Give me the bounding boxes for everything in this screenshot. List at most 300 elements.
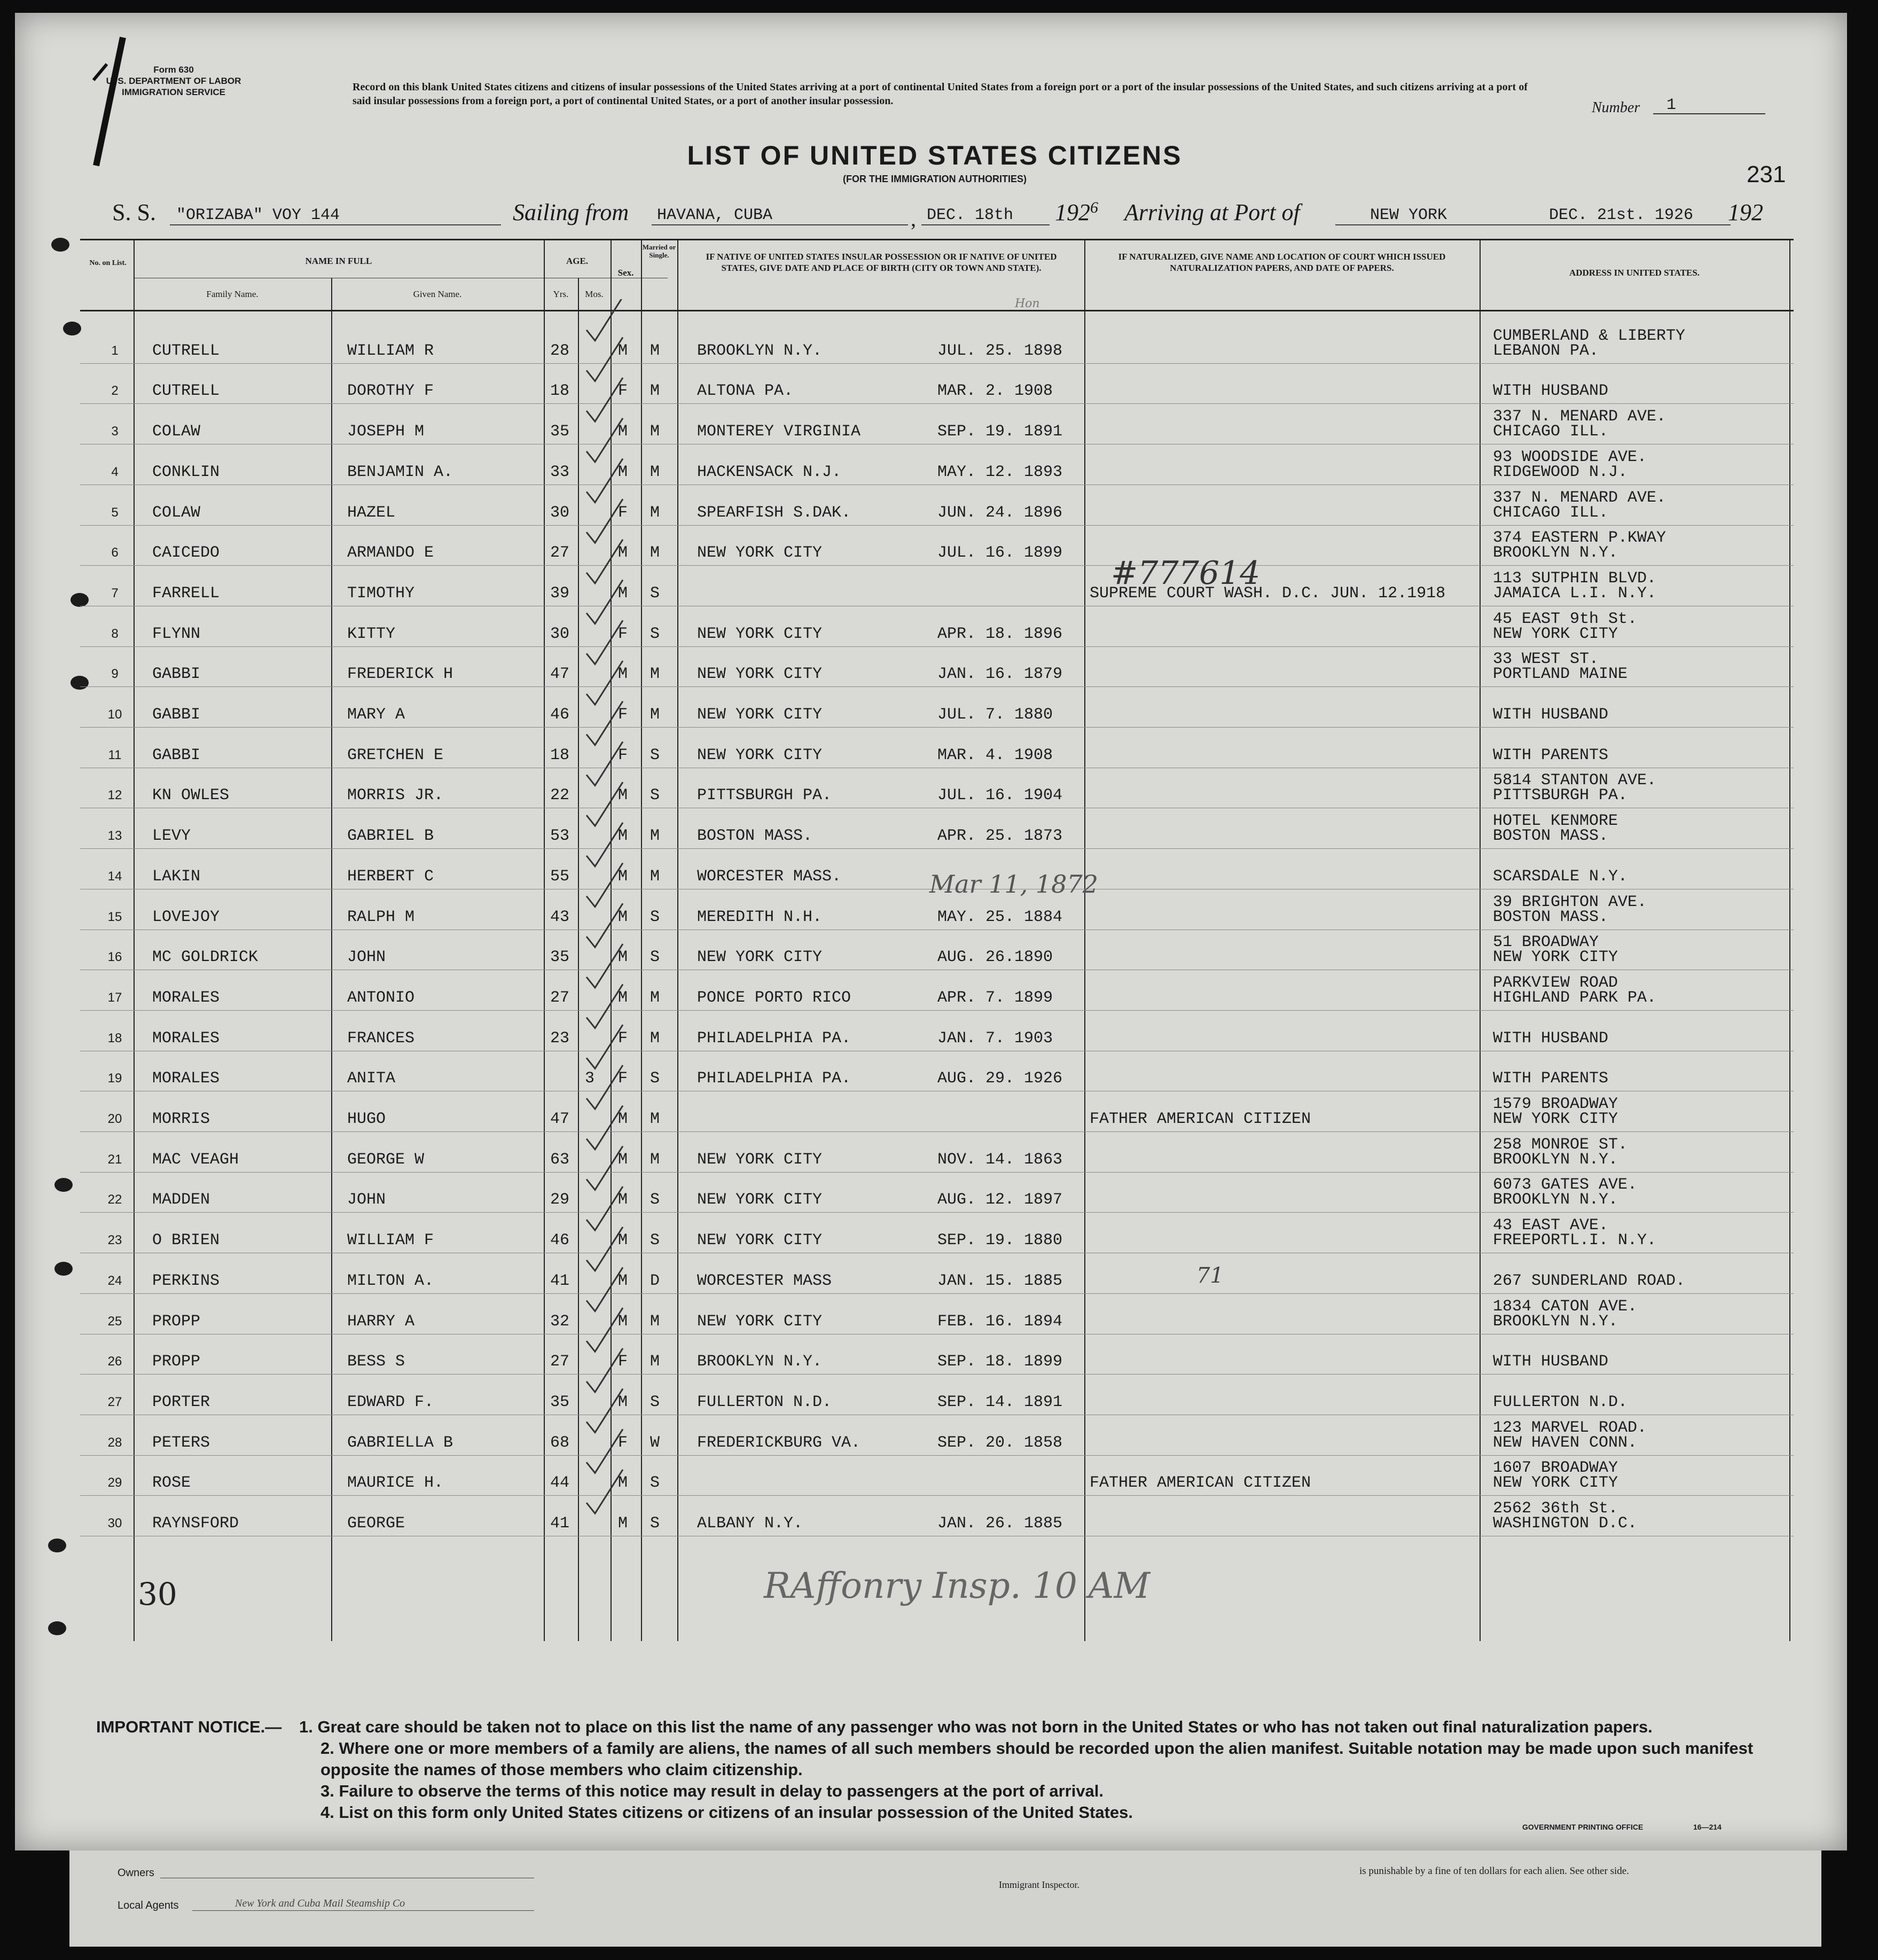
cell-date: AUG. 29. 1926: [937, 1069, 1063, 1088]
cell-given: JOHN: [347, 1191, 386, 1209]
cell-yrs: 68: [550, 1433, 570, 1452]
cell-place: NEW YORK CITY: [697, 1312, 823, 1331]
check-mark: [586, 337, 623, 381]
cell-sex: M: [618, 341, 628, 360]
cell-address-line2: BOSTON MASS.: [1493, 827, 1609, 846]
cell-yrs: 43: [550, 908, 570, 926]
cell-given: WILLIAM R: [347, 341, 434, 360]
cell-yrs: 32: [550, 1312, 570, 1331]
cell-address-line2: NEW YORK CITY: [1493, 948, 1618, 967]
cell-given: ANTONIO: [347, 988, 415, 1007]
check-mark: [586, 1389, 623, 1433]
cell-address-line2: PITTSBURGH PA.: [1493, 786, 1628, 805]
cell-date: MAR. 2. 1908: [937, 382, 1053, 401]
cell-place: NEW YORK CITY: [697, 665, 823, 684]
row-rule: [80, 1455, 1794, 1456]
check-mark: [586, 823, 623, 866]
cell-date: FEB. 16. 1894: [937, 1312, 1063, 1331]
check-mark: [586, 741, 623, 785]
cell-family: PROPP: [152, 1353, 201, 1371]
department: U. S. DEPARTMENT OF LABOR: [106, 76, 241, 86]
cell-no: 30: [107, 1516, 122, 1530]
cell-date: AUG. 12. 1897: [937, 1191, 1063, 1209]
col-line: [1084, 239, 1085, 1641]
cell-address-line1: WITH HUSBAND: [1493, 1029, 1609, 1048]
cell-address-line2: NEW YORK CITY: [1493, 1110, 1618, 1128]
cell-address-line1: 258 MONROE ST.: [1493, 1135, 1628, 1154]
cell-yrs: 39: [550, 584, 570, 603]
cell-yrs: 18: [550, 746, 570, 764]
check-mark: [586, 378, 623, 421]
number-label: Number: [1592, 99, 1640, 116]
cell-family: KN OWLES: [152, 786, 230, 805]
cell-sex: F: [618, 624, 628, 643]
cell-date: APR. 25. 1873: [937, 827, 1063, 846]
cell-yrs: 63: [550, 1150, 570, 1169]
cell-address-line1: WITH HUSBAND: [1493, 382, 1609, 401]
row-rule: [80, 848, 1794, 849]
cell-place: BROOKLYN N.Y.: [697, 341, 823, 360]
col-header-yrs: Yrs.: [553, 289, 569, 299]
punch-hole: [48, 1539, 66, 1552]
fine-note: is punishable by a fine of ten dollars for each alien. See other side.: [1359, 1865, 1629, 1877]
cell-no: 6: [111, 545, 119, 560]
cell-no: 25: [107, 1314, 122, 1329]
cell-no: 18: [107, 1030, 122, 1045]
notice-label: IMPORTANT NOTICE.—: [96, 1717, 282, 1736]
cell-date: SEP. 19. 1880: [937, 1231, 1063, 1250]
cell-given: GABRIELLA B: [347, 1433, 453, 1452]
cell-family: GABBI: [152, 665, 201, 684]
cell-no: 11: [108, 747, 122, 762]
punch-hole: [48, 1621, 66, 1635]
row-rule: [80, 686, 1794, 687]
cell-family: LAKIN: [152, 867, 201, 886]
cell-family: GABBI: [152, 746, 201, 764]
cell-given: FREDERICK H: [347, 665, 453, 684]
cell-date: JUL. 16. 1904: [937, 786, 1063, 805]
cell-family: MORALES: [152, 1029, 220, 1048]
cell-address-line1: FULLERTON N.D.: [1493, 1393, 1628, 1411]
row-rule: [80, 403, 1794, 404]
handwritten-total: 30: [138, 1576, 177, 1612]
handwritten-column-note: Hon: [1015, 297, 1040, 310]
check-mark: [586, 1025, 623, 1068]
cell-yrs: 35: [550, 1393, 570, 1411]
notice-item-3: 3. Failure to observe the terms of this notice may result in delay to passengers at the port of arrival.: [320, 1782, 1104, 1800]
cell-family: COLAW: [152, 503, 201, 522]
cell-no: 14: [107, 869, 122, 884]
printer-label: GOVERNMENT PRINTING OFFICE: [1522, 1823, 1644, 1831]
cell-date: JUL. 7. 1880: [937, 706, 1053, 724]
check-mark: [586, 782, 623, 826]
check-mark: [586, 863, 623, 907]
cell-sex: M: [618, 584, 628, 603]
cell-no: 16: [107, 950, 122, 965]
year-digit: 6: [1090, 199, 1098, 216]
cell-given: ANITA: [347, 1069, 396, 1088]
cell-address-line1: CUMBERLAND & LIBERTY: [1493, 326, 1686, 345]
cell-family: LOVEJOY: [152, 908, 220, 926]
cell-no: 4: [111, 464, 119, 479]
cell-sex: F: [618, 382, 628, 401]
cell-family: PERKINS: [152, 1271, 220, 1290]
col-header-mos: Mos.: [585, 289, 604, 299]
page-subtitle: (FOR THE IMMIGRATION AUTHORITIES): [843, 174, 1027, 184]
cell-family: PORTER: [152, 1393, 210, 1411]
cell-family: GABBI: [152, 706, 201, 724]
row-rule: [80, 565, 1794, 566]
header-bottom-border: [80, 310, 1794, 311]
cell-date: JAN. 16. 1879: [937, 665, 1063, 684]
notice-item-2: 2. Where one or more members of a family are aliens, the names of all such members should be recorded upon the alien manifest. Suitable notation may be made upon such manifest opposite the names of those members who claim citizenship.: [320, 1739, 1754, 1779]
cell-date: JUL. 16. 1899: [937, 544, 1063, 563]
cell-sex: M: [618, 948, 628, 967]
cell-ms: M: [650, 665, 660, 684]
cell-yrs: 41: [550, 1514, 570, 1533]
handwritten-naturalization-number: #777614: [1111, 555, 1261, 592]
col-header-address: ADDRESS IN UNITED STATES.: [1569, 268, 1700, 278]
cell-date: MAY. 12. 1893: [937, 463, 1063, 481]
check-mark: [586, 620, 623, 664]
cell-given: JOHN: [347, 948, 386, 967]
cell-address-line1: 43 EAST AVE.: [1493, 1216, 1609, 1235]
cell-place: WORCESTER MASS: [697, 1271, 832, 1290]
cell-date: SEP. 20. 1858: [937, 1433, 1063, 1452]
check-mark: [586, 985, 623, 1028]
cell-ms: S: [650, 746, 660, 764]
cell-place: BROOKLYN N.Y.: [697, 1353, 823, 1371]
cell-address-line2: BOSTON MASS.: [1493, 908, 1609, 926]
cell-no: 10: [107, 707, 122, 722]
col-header-family: Family Name.: [206, 289, 259, 299]
cell-place: NEW YORK CITY: [697, 544, 823, 563]
cell-no: 21: [107, 1152, 122, 1167]
row-rule: [80, 525, 1794, 526]
cell-given: MARY A: [347, 706, 405, 724]
cell-sex: M: [618, 1271, 628, 1290]
cell-address-line1: 93 WOODSIDE AVE.: [1493, 448, 1647, 466]
cell-family: MORRIS: [152, 1110, 210, 1128]
cell-ms: S: [650, 948, 660, 967]
cell-address-line1: 113 SUTPHIN BLVD.: [1493, 569, 1657, 588]
cell-ms: M: [650, 341, 660, 360]
cell-yrs: 22: [550, 786, 570, 805]
cell-sex: M: [618, 827, 628, 846]
cell-date: MAY. 25. 1884: [937, 908, 1063, 926]
cell-address-line2: BROOKLYN N.Y.: [1493, 1191, 1618, 1209]
table-top-border: [80, 239, 1794, 240]
year-prefix: [1055, 199, 1098, 226]
cell-given: JOSEPH M: [347, 423, 425, 441]
form-number: Form 630: [153, 65, 194, 75]
cell-ms: S: [650, 584, 660, 603]
cell-address-line1: PARKVIEW ROAD: [1493, 973, 1618, 992]
cell-yrs: 30: [550, 503, 570, 522]
cell-family: CONKLIN: [152, 463, 220, 481]
cell-address-line1: 51 BROADWAY: [1493, 933, 1599, 952]
cell-no: 9: [111, 667, 119, 682]
check-mark: [586, 1065, 623, 1109]
cell-sex: M: [618, 1393, 628, 1411]
cell-address-line2: CHICAGO ILL.: [1493, 423, 1609, 441]
cell-family: LEVY: [152, 827, 191, 846]
cell-address-line1: 374 EASTERN P.KWAY: [1493, 529, 1666, 548]
cell-ms: M: [650, 382, 660, 401]
cell-sex: M: [618, 1191, 628, 1209]
cell-address-line1: 1834 CATON AVE.: [1493, 1297, 1638, 1316]
cell-address-line1: 5814 STANTON AVE.: [1493, 771, 1657, 790]
cell-sex: M: [618, 1231, 628, 1250]
cell-date: JAN. 26. 1885: [937, 1514, 1063, 1533]
cell-yrs: 33: [550, 463, 570, 481]
cell-no: 13: [107, 829, 122, 844]
cell-ms: D: [650, 1271, 660, 1290]
cell-place: MEREDITH N.H.: [697, 908, 823, 926]
row-rule: [80, 1010, 1794, 1011]
row-rule: [80, 727, 1794, 728]
cell-ms: M: [650, 827, 660, 846]
ss-label: S. S.: [112, 199, 156, 225]
col-line: [544, 239, 545, 1641]
cell-place: WORCESTER MASS.: [697, 867, 842, 886]
handwritten-margin-mark: 71: [1196, 1263, 1224, 1288]
cell-no: 24: [107, 1273, 122, 1288]
cell-place: PHILADELPHIA PA.: [697, 1029, 851, 1048]
check-mark: [586, 299, 623, 341]
cell-place: PITTSBURGH PA.: [697, 786, 832, 805]
col-line: [1789, 239, 1790, 1641]
cell-place: BOSTON MASS.: [697, 827, 813, 846]
row-rule: [80, 1212, 1794, 1213]
col-header-married: Married or Single.: [642, 243, 676, 259]
cell-yrs: 27: [550, 988, 570, 1007]
cell-ms: M: [650, 503, 660, 522]
handwritten-birth-date: Mar 11, 1872: [929, 870, 1098, 899]
cell-place: NEW YORK CITY: [697, 706, 823, 724]
cell-sex: M: [618, 908, 628, 926]
cell-place: ALBANY N.Y.: [697, 1514, 803, 1533]
check-mark: [586, 903, 623, 947]
check-mark: [586, 499, 623, 543]
cell-no: 2: [111, 384, 119, 399]
cell-family: PROPP: [152, 1312, 201, 1331]
cell-address-line2: NEW YORK CITY: [1493, 1474, 1618, 1493]
cell-ms: S: [650, 1231, 660, 1250]
row-rule: [80, 1131, 1794, 1132]
cell-ms: M: [650, 423, 660, 441]
cell-address-line2: LEBANON PA.: [1493, 341, 1599, 360]
cell-sex: F: [618, 503, 628, 522]
cell-address-line2: NEW HAVEN CONN.: [1493, 1433, 1638, 1452]
cell-date: SEP. 14. 1891: [937, 1393, 1063, 1411]
cell-mos: 3: [585, 1069, 595, 1088]
cell-ms: M: [650, 867, 660, 886]
cell-address-line2: FREEPORTL.I. N.Y.: [1493, 1231, 1657, 1250]
cell-date: MAR. 4. 1908: [937, 746, 1053, 764]
cell-sex: M: [618, 1312, 628, 1331]
check-mark: [586, 540, 623, 583]
cell-yrs: 47: [550, 665, 570, 684]
cell-given: MILTON A.: [347, 1271, 434, 1290]
cell-given: TIMOTHY: [347, 584, 415, 603]
check-mark: [586, 459, 623, 503]
handwritten-inspector-note: RAffonry Insp. 10 AM: [764, 1565, 1151, 1606]
cell-sex: M: [618, 463, 628, 481]
row-rule: [80, 1172, 1794, 1173]
cell-sex: M: [618, 423, 628, 441]
punch-hole: [51, 238, 69, 252]
page-title: LIST OF UNITED STATES CITIZENS: [687, 140, 1183, 170]
cell-date: JUN. 24. 1896: [937, 503, 1063, 522]
cell-sex: M: [618, 1110, 628, 1128]
check-mark: [586, 580, 623, 624]
cell-date: JUL. 25. 1898: [937, 341, 1063, 360]
cell-no: 22: [107, 1192, 122, 1207]
cell-ms: M: [650, 463, 660, 481]
cell-given: GABRIEL B: [347, 827, 434, 846]
cell-given: BESS S: [347, 1353, 405, 1371]
local-agents-label: Local Agents: [118, 1900, 179, 1911]
check-mark: [586, 1186, 623, 1230]
cell-no: 15: [107, 909, 122, 924]
cell-yrs: 41: [550, 1271, 570, 1290]
cell-place: FREDERICKBURG VA.: [697, 1433, 861, 1452]
cell-address-line1: 337 N. MENARD AVE.: [1493, 408, 1666, 426]
cell-given: ARMANDO E: [347, 544, 434, 563]
arriving-label: Arriving at Port of: [1124, 199, 1300, 225]
cell-no: 20: [107, 1112, 122, 1126]
punch-hole: [71, 676, 89, 690]
cell-given: EDWARD F.: [347, 1393, 434, 1411]
check-mark: [586, 1227, 623, 1271]
cell-no: 12: [107, 788, 122, 803]
important-notice: [96, 1716, 1773, 1823]
cell-sex: M: [618, 665, 628, 684]
punch-hole: [54, 1262, 73, 1276]
cell-address-line1: 1607 BROADWAY: [1493, 1459, 1618, 1478]
cell-family: CUTRELL: [152, 341, 220, 360]
cell-address-line2: CHICAGO ILL.: [1493, 503, 1609, 522]
cell-address-line1: 45 EAST 9th St.: [1493, 610, 1638, 628]
sailing-from: HAVANA, CUBA: [657, 206, 773, 224]
cell-sex: M: [618, 1514, 628, 1533]
cell-family: MORALES: [152, 1069, 220, 1088]
cell-place: NEW YORK CITY: [697, 1150, 823, 1169]
cell-address-line2: WASHINGTON D.C.: [1493, 1514, 1638, 1533]
cell-address-line1: 123 MARVEL ROAD.: [1493, 1418, 1647, 1437]
cell-ms: M: [650, 544, 660, 563]
slash-mark: [64, 32, 139, 171]
check-mark: [586, 1429, 623, 1473]
cell-address-line2: NEW YORK CITY: [1493, 624, 1618, 643]
cell-yrs: 29: [550, 1191, 570, 1209]
cell-ms: M: [650, 988, 660, 1007]
cell-address-line1: HOTEL KENMORE: [1493, 812, 1618, 831]
check-mark: [586, 1470, 623, 1513]
cell-given: GEORGE W: [347, 1150, 425, 1169]
cell-ms: S: [650, 1514, 660, 1533]
cell-ms: S: [650, 1069, 660, 1088]
cell-address-line1: 1579 BROADWAY: [1493, 1095, 1618, 1113]
check-mark: [586, 1106, 623, 1150]
cell-given: HERBERT C: [347, 867, 434, 886]
arrival-year-suffix: 192: [1728, 199, 1763, 225]
cell-yrs: 44: [550, 1474, 570, 1493]
cell-ms: M: [650, 1029, 660, 1048]
cell-given: MORRIS JR.: [347, 786, 444, 805]
cell-yrs: 53: [550, 827, 570, 846]
arriving-port: NEW YORK: [1370, 206, 1447, 224]
cell-sex: M: [618, 867, 628, 886]
cell-address-line2: BROOKLYN N.Y.: [1493, 1312, 1618, 1331]
cell-date: APR. 18. 1896: [937, 624, 1063, 643]
cell-place: PHILADELPHIA PA.: [697, 1069, 851, 1088]
check-mark: [586, 944, 623, 988]
row-rule: [80, 1374, 1794, 1375]
cell-address-line1: 337 N. MENARD AVE.: [1493, 488, 1666, 507]
row-rule: [80, 1495, 1794, 1496]
cell-place: SPEARFISH S.DAK.: [697, 503, 851, 522]
cell-nat: FATHER AMERICAN CITIZEN: [1090, 1474, 1311, 1493]
cell-address-line1: 2562 36th St.: [1493, 1500, 1618, 1518]
cell-family: MC GOLDRICK: [152, 948, 259, 967]
cell-date: SEP. 19. 1891: [937, 423, 1063, 441]
cell-no: 28: [107, 1435, 122, 1450]
cell-no: 5: [111, 505, 119, 520]
row-rule: [80, 363, 1794, 364]
cell-ms: M: [650, 1110, 660, 1128]
date-underline: [921, 224, 1050, 225]
cell-yrs: 55: [550, 867, 570, 886]
cell-no: 17: [107, 990, 122, 1005]
cell-given: RALPH M: [347, 908, 415, 926]
cell-ms: M: [650, 1150, 660, 1169]
cell-given: WILLIAM F: [347, 1231, 434, 1250]
cell-address-line2: JAMAICA L.I. N.Y.: [1493, 584, 1657, 603]
check-mark: [586, 1348, 623, 1392]
cell-given: BENJAMIN A.: [347, 463, 453, 481]
cell-no: 23: [107, 1233, 122, 1248]
punch-hole: [54, 1178, 73, 1192]
cell-address-line1: WITH PARENTS: [1493, 1069, 1609, 1088]
col-header-given: Given Name.: [413, 289, 462, 299]
cell-place: FULLERTON N.D.: [697, 1393, 832, 1411]
cell-address-line2: BROOKLYN N.Y.: [1493, 544, 1618, 563]
cell-ms: M: [650, 706, 660, 724]
cell-no: 29: [107, 1475, 122, 1490]
col-header-name: NAME IN FULL: [305, 256, 372, 266]
cell-yrs: 18: [550, 382, 570, 401]
check-mark: [586, 1308, 623, 1352]
cell-family: MAC VEAGH: [152, 1150, 239, 1169]
cell-sex: F: [618, 1029, 628, 1048]
printer-code: 16—214: [1693, 1823, 1721, 1831]
cell-family: FLYNN: [152, 624, 201, 643]
cell-given: FRANCES: [347, 1029, 415, 1048]
cell-ms: S: [650, 908, 660, 926]
cell-yrs: 47: [550, 1110, 570, 1128]
cell-yrs: 46: [550, 1231, 570, 1250]
col-line: [134, 239, 135, 1641]
cell-date: NOV. 14. 1863: [937, 1150, 1063, 1169]
ship-name: "ORIZABA" VOY 144: [176, 206, 340, 224]
cell-given: KITTY: [347, 624, 396, 643]
cell-ms: S: [650, 1393, 660, 1411]
cell-place: NEW YORK CITY: [697, 746, 823, 764]
number-value: 1: [1666, 96, 1677, 114]
cell-no: 19: [107, 1071, 122, 1086]
